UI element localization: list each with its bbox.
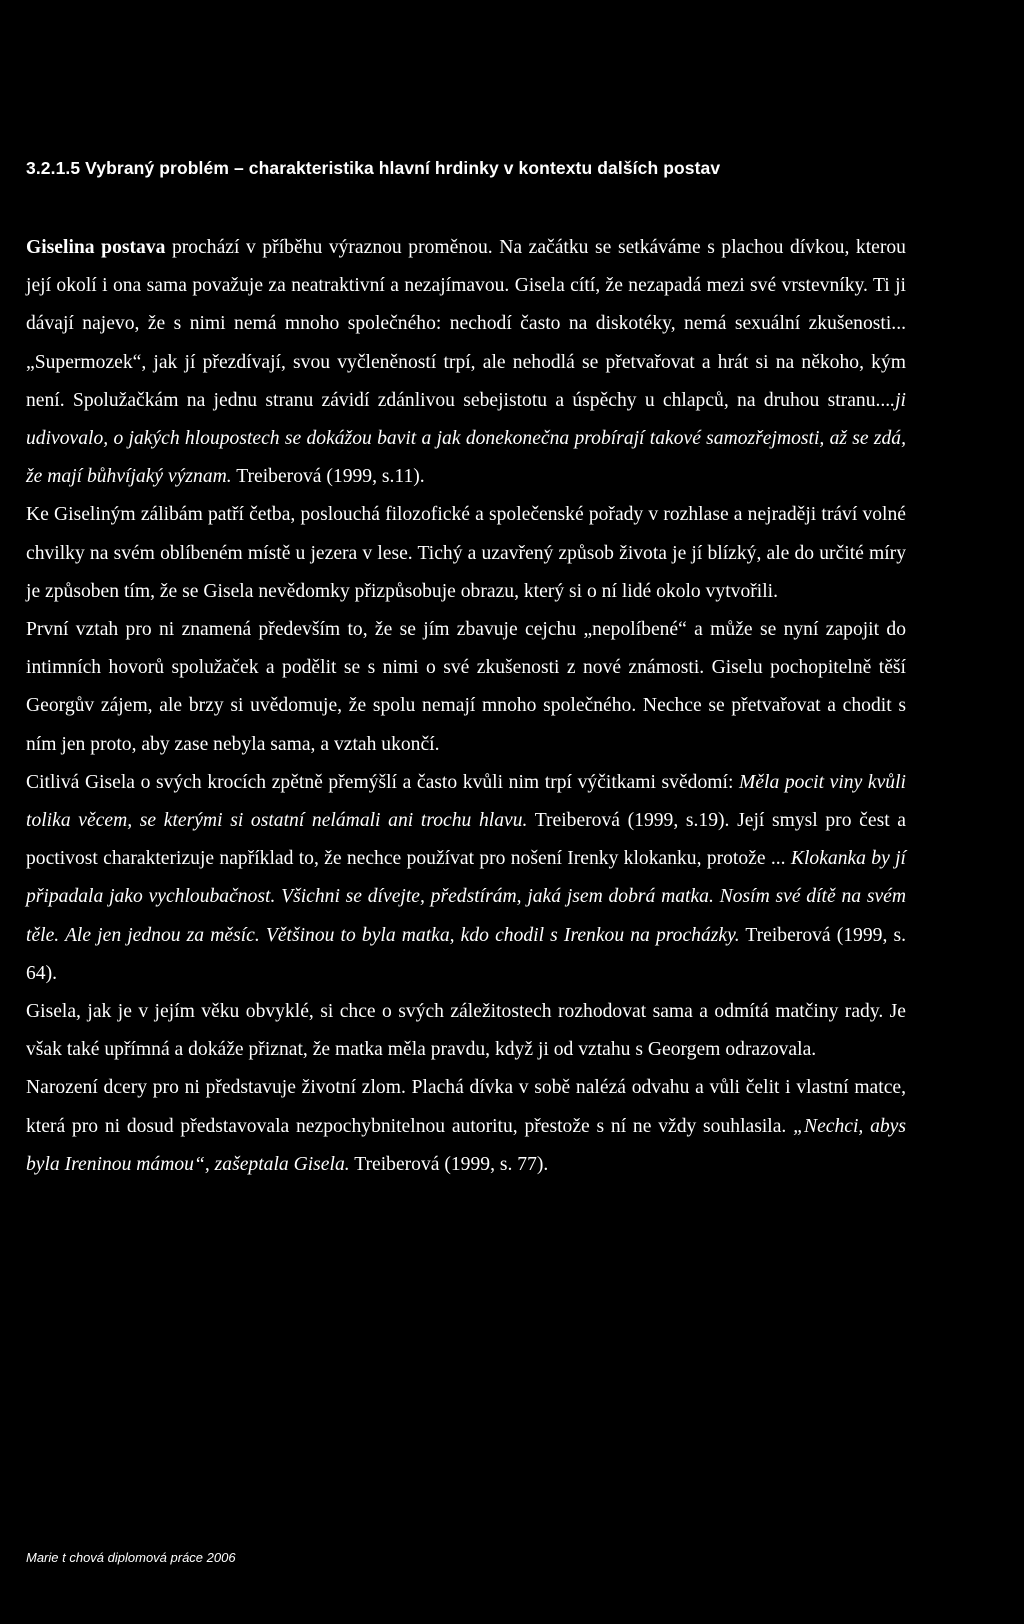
citation: Treiberová (1999, s. 64).: [26, 924, 906, 984]
text-run: prochází v příběhu výraznou proměnou. Na začátku se setkáváme s plachou dívkou, kterou její okolí i ona sama považuje za neatraktivní a nezajímavou. Gisela cítí, že nezapadá mezi své vrstevníky. Ti ji dávají najevo, že s nimi nemá mnoho společného: nechodí často na diskotéky, nemá sexuální zkušenosti... „Supermozek“, jak jí přezdívají, svou vyčleněností trpí, ale nehodlá se přetvařovat a hrát si na někoho, kým není. Spolužačkám na jednu stranu závidí zdánlivou sebejistotu a úspěchy u chlapců, na druhou stranu...: [26, 237, 906, 411]
citation: Treiberová (1999, s. 77).: [349, 1153, 549, 1175]
text-run: Giselina postava: [26, 237, 166, 258]
text-run: Ke Giseliným zálibám patří četba, poslouchá filozofické a společenské pořady v rozhlase a nejraději tráví volné chvilky na svém oblíbeném místě u jezera v lese. Tichý a uzavřený způsob života je jí blízký, ale do určité míry je způsoben tím, že se Gisela nevědomky přizpůsobuje obrazu, který si o ní lidé okolo vytvořili.: [26, 504, 906, 602]
quote-text: .ji udivovalo, o jakých hloupostech se dokážou bavit a jak donekonečna probírají takové samozřejmosti, až se zdá, že mají bůhvíjaký význam.: [26, 389, 906, 488]
text-run: První vztah pro ni znamená především to, že se jím zbavuje cejchu „nepolíbené“ a může se nyní zapojit do intimních hovorů spolužaček a podělit se s nimi o své zkušenosti z nové známosti. Giselu pochopitelně těší Georgův zájem, ale brzy si uvědomuje, že spolu nemají mnoho společného. Nechce se přetvařovat a chodit s ním jen proto, aby zase nebyla sama, a vztah ukončí.: [26, 619, 906, 755]
paragraph: [26, 764, 906, 993]
paragraph: [26, 993, 906, 1069]
text-run: Gisela, jak je v jejím věku obvyklé, si chce o svých záležitostech rozhodovat sama a odmítá matčiny rady. Je však také upřímná a dokáže přiznat, že matka měla pravdu, když ji od vztahu s Georgem odrazovala.: [26, 1001, 906, 1061]
citation: Treiberová (1999, s.11).: [231, 466, 425, 488]
body-text: [26, 229, 906, 1184]
paragraph: [26, 611, 906, 764]
text-run: Citlivá Gisela o svých krocích zpětně přemýšlí a často kvůli nim trpí výčitkami svědomí:: [26, 771, 739, 793]
document-page: [26, 0, 906, 1624]
section-heading: 3.2.1.5 Vybraný problém – charakteristika hlavní hrdinky v kontextu dalších postav: [26, 158, 721, 178]
quote-text: „Nechci, abys byla Ireninou mámou“, zašeptala Gisela.: [26, 1115, 906, 1175]
citation: Treiberová (1999, s.19). Její smysl pro čest a poctivost charakterizuje například to, že nechce používat pro nošení Irenky klokanku, protože ...: [26, 810, 906, 870]
paragraph: [26, 496, 906, 611]
paragraph: [26, 1069, 906, 1184]
text-run: Narození dcery pro ni představuje životní zlom. Plachá dívka v sobě nalézá odvahu a vůli čelit i vlastní matce, která pro ni dosud představovala nezpochybnitelnou autoritu, přestože s ní ne vždy souhlasila.: [26, 1077, 906, 1137]
quote-text: Klokanka by jí připadala jako vychloubačnost. Všichni se dívejte, předstírám, jaká jsem dobrá matka. Nosím své dítě na svém těle. Ale jen jednou za měsíc. Většinou to byla matka, kdo chodil s Irenkou na procházky.: [26, 848, 906, 946]
quote-text: Měla pocit viny kvůli tolika věcem, se kterými si ostatní nelámali ani trochu hlavu.: [26, 771, 906, 832]
paragraph: [26, 229, 906, 496]
page-footer: Marie t chová diplomová práce 2006: [26, 1550, 236, 1565]
